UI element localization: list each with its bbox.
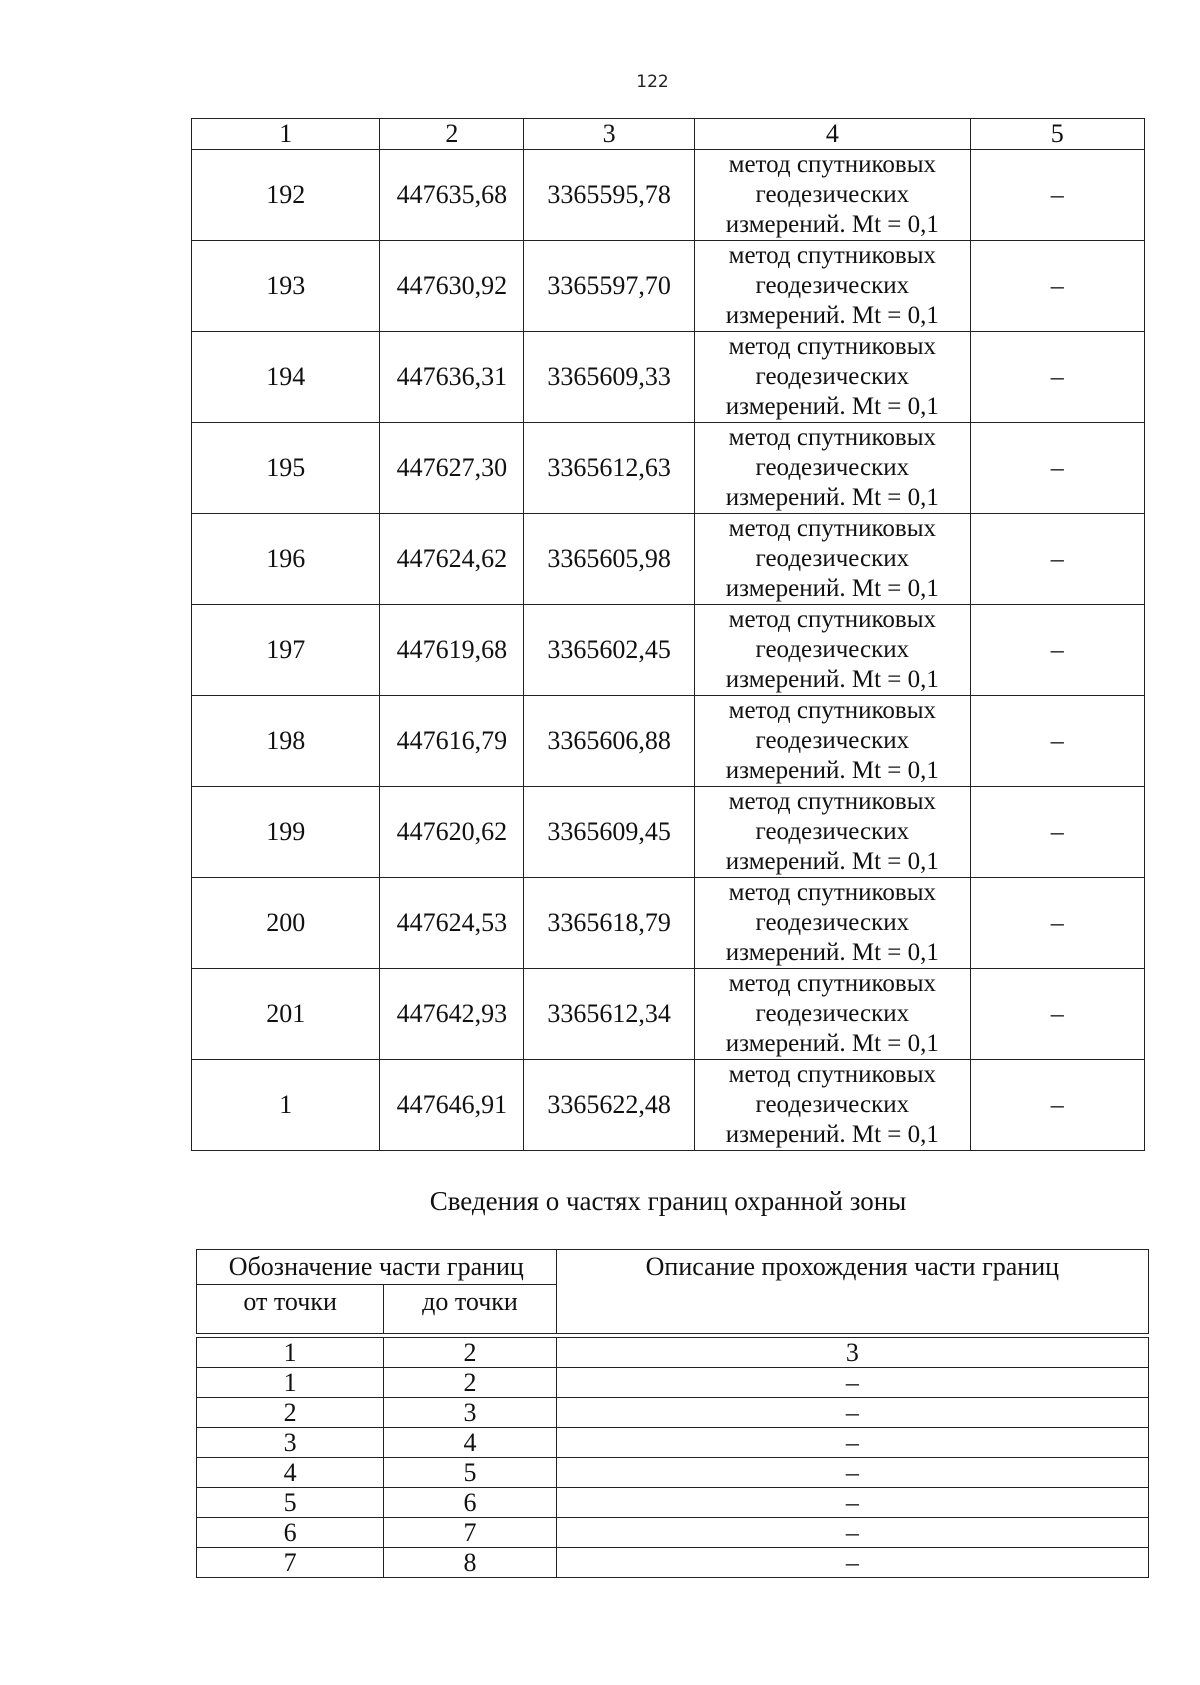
table-row xyxy=(197,1368,1149,1398)
description-cell: – xyxy=(556,1398,1148,1428)
point-number-cell: 198 xyxy=(192,696,380,787)
x-coordinate-cell: 447627,30 xyxy=(380,423,524,514)
from-point-cell: 5 xyxy=(197,1488,384,1518)
section-title: Сведения о частях границ охранной зоны xyxy=(429,1186,907,1216)
y-coordinate-cell: 3365622,48 xyxy=(524,1060,695,1151)
x-coordinate-cell: 447620,62 xyxy=(380,787,524,878)
y-coordinate-cell: 3365618,79 xyxy=(524,878,695,969)
x-coordinate-cell: 447635,68 xyxy=(380,150,524,241)
x-coordinate-cell: 447624,53 xyxy=(380,878,524,969)
table-row xyxy=(192,150,1145,241)
table-row xyxy=(192,332,1145,423)
note-cell: – xyxy=(970,605,1144,696)
x-coordinate-cell: 447619,68 xyxy=(380,605,524,696)
table-row xyxy=(197,1458,1149,1488)
header-to-point: до точки xyxy=(384,1285,556,1334)
method-description-cell: метод спутниковых геодезических измерений. Mt = 0,1 xyxy=(695,696,971,787)
x-coordinate-cell: 447624,62 xyxy=(380,514,524,605)
x-coordinate-cell: 447616,79 xyxy=(380,696,524,787)
point-number-cell: 199 xyxy=(192,787,380,878)
x-coordinate-cell: 447646,91 xyxy=(380,1060,524,1151)
point-number-cell: 192 xyxy=(192,150,380,241)
from-point-cell: 1 xyxy=(197,1368,384,1398)
table-row xyxy=(192,696,1145,787)
point-number-cell: 195 xyxy=(192,423,380,514)
from-point-cell: 2 xyxy=(197,1398,384,1428)
description-cell: – xyxy=(556,1548,1148,1578)
note-cell: – xyxy=(970,514,1144,605)
y-coordinate-cell: 3365609,33 xyxy=(524,332,695,423)
table-row xyxy=(197,1428,1149,1458)
note-cell: – xyxy=(970,423,1144,514)
point-number-cell: 193 xyxy=(192,241,380,332)
table-row xyxy=(192,423,1145,514)
description-cell: – xyxy=(556,1368,1148,1398)
table-row xyxy=(197,1488,1149,1518)
description-cell: – xyxy=(556,1428,1148,1458)
point-number-cell: 196 xyxy=(192,514,380,605)
numbering-cell-1: 1 xyxy=(197,1338,384,1368)
coordinates-table-body xyxy=(192,150,1145,1151)
note-cell: – xyxy=(970,878,1144,969)
boundary-parts-table-body xyxy=(197,1334,1149,1578)
header-from-point: от точки xyxy=(197,1285,384,1334)
point-number-cell: 197 xyxy=(192,605,380,696)
method-description-cell: метод спутниковых геодезических измерений. Mt = 0,1 xyxy=(695,514,971,605)
description-cell: – xyxy=(556,1518,1148,1548)
column-header-5: 5 xyxy=(970,119,1144,150)
y-coordinate-cell: 3365612,63 xyxy=(524,423,695,514)
method-description-cell: метод спутниковых геодезических измерений. Mt = 0,1 xyxy=(695,1060,971,1151)
note-cell: – xyxy=(970,332,1144,423)
note-cell: – xyxy=(970,241,1144,332)
method-description-cell: метод спутниковых геодезических измерений. Mt = 0,1 xyxy=(695,878,971,969)
method-description-cell: метод спутниковых геодезических измерений. Mt = 0,1 xyxy=(695,332,971,423)
from-point-cell: 7 xyxy=(197,1548,384,1578)
numbering-cell-3: 3 xyxy=(556,1338,1148,1368)
point-number-cell: 200 xyxy=(192,878,380,969)
y-coordinate-cell: 3365609,45 xyxy=(524,787,695,878)
coordinates-table-header-row xyxy=(192,119,1145,150)
method-description-cell: метод спутниковых геодезических измерений. Mt = 0,1 xyxy=(695,241,971,332)
method-description-cell: метод спутниковых геодезических измерений. Mt = 0,1 xyxy=(695,150,971,241)
numbering-row xyxy=(197,1338,1149,1368)
to-point-cell: 7 xyxy=(384,1518,556,1548)
table-row xyxy=(192,969,1145,1060)
column-header-4: 4 xyxy=(695,119,971,150)
column-header-1: 1 xyxy=(192,119,380,150)
point-number-cell: 194 xyxy=(192,332,380,423)
table-row xyxy=(197,1398,1149,1428)
numbering-cell-2: 2 xyxy=(384,1338,556,1368)
description-cell: – xyxy=(556,1488,1148,1518)
table-row xyxy=(197,1548,1149,1578)
y-coordinate-cell: 3365595,78 xyxy=(524,150,695,241)
x-coordinate-cell: 447630,92 xyxy=(380,241,524,332)
header-boundary-part-description: Описание прохождения части границ xyxy=(556,1250,1148,1334)
table-row xyxy=(192,878,1145,969)
header-boundary-part-designation: Обозначение части границ xyxy=(197,1250,557,1285)
y-coordinate-cell: 3365612,34 xyxy=(524,969,695,1060)
parts-header-row-1 xyxy=(197,1250,1149,1285)
x-coordinate-cell: 447636,31 xyxy=(380,332,524,423)
y-coordinate-cell: 3365597,70 xyxy=(524,241,695,332)
y-coordinate-cell: 3365606,88 xyxy=(524,696,695,787)
table-row xyxy=(192,514,1145,605)
to-point-cell: 4 xyxy=(384,1428,556,1458)
coordinates-table xyxy=(191,118,1145,1151)
table-row xyxy=(192,241,1145,332)
note-cell: – xyxy=(970,150,1144,241)
to-point-cell: 6 xyxy=(384,1488,556,1518)
column-header-2: 2 xyxy=(380,119,524,150)
to-point-cell: 5 xyxy=(384,1458,556,1488)
table-row xyxy=(192,787,1145,878)
note-cell: – xyxy=(970,1060,1144,1151)
method-description-cell: метод спутниковых геодезических измерений. Mt = 0,1 xyxy=(695,787,971,878)
to-point-cell: 2 xyxy=(384,1368,556,1398)
from-point-cell: 6 xyxy=(197,1518,384,1548)
page-number: 122 xyxy=(636,72,669,92)
method-description-cell: метод спутниковых геодезических измерений. Mt = 0,1 xyxy=(695,423,971,514)
note-cell: – xyxy=(970,969,1144,1060)
to-point-cell: 3 xyxy=(384,1398,556,1428)
table-row xyxy=(192,605,1145,696)
from-point-cell: 4 xyxy=(197,1458,384,1488)
description-cell: – xyxy=(556,1458,1148,1488)
table-row xyxy=(197,1518,1149,1548)
y-coordinate-cell: 3365605,98 xyxy=(524,514,695,605)
column-header-3: 3 xyxy=(524,119,695,150)
boundary-parts-table xyxy=(196,1249,1149,1578)
to-point-cell: 8 xyxy=(384,1548,556,1578)
method-description-cell: метод спутниковых геодезических измерений. Mt = 0,1 xyxy=(695,969,971,1060)
method-description-cell: метод спутниковых геодезических измерений. Mt = 0,1 xyxy=(695,605,971,696)
point-number-cell: 201 xyxy=(192,969,380,1060)
note-cell: – xyxy=(970,696,1144,787)
table-row xyxy=(192,1060,1145,1151)
y-coordinate-cell: 3365602,45 xyxy=(524,605,695,696)
x-coordinate-cell: 447642,93 xyxy=(380,969,524,1060)
from-point-cell: 3 xyxy=(197,1428,384,1458)
point-number-cell: 1 xyxy=(192,1060,380,1151)
note-cell: – xyxy=(970,787,1144,878)
